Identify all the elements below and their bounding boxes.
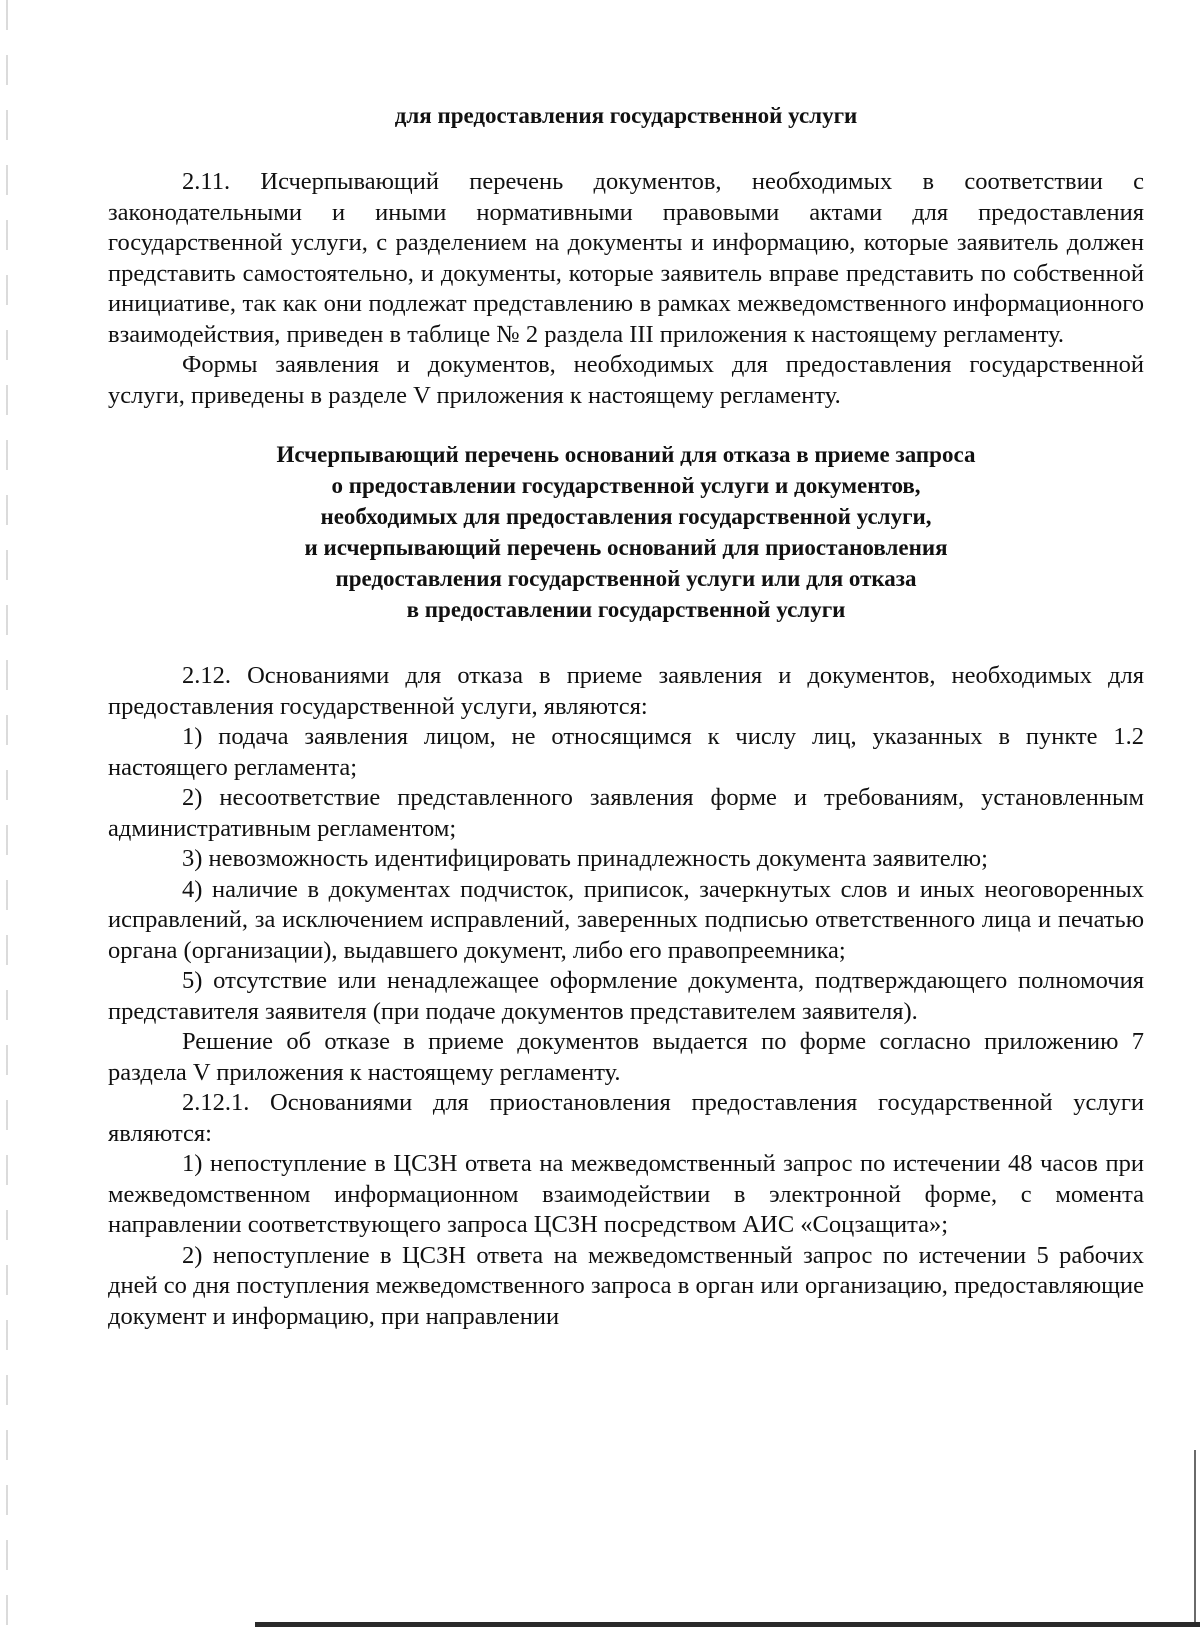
section-2-11 [108,167,1144,411]
list-item: 2) несоответствие представленного заявления форме и требованиям, установленным административным регламентом; [108,784,1144,842]
section-heading-top: для предоставления государственной услуги [394,103,858,128]
section-2-12-1 [108,1088,1144,1332]
list-item: 5) отсутствие или ненадлежащее оформление документа, подтверждающего полномочия представителя заявителя (при подаче документов представителем заявителя). [108,967,1144,1025]
paragraph-2-12-1-intro: 2.12.1. Основаниями для приостановления предоставления государственной услуги являются: [108,1089,1144,1147]
heading-line: и исчерпывающий перечень оснований для приостановления [304,535,948,560]
scan-left-edge-marks [6,0,8,1627]
heading-line: о предоставлении государственной услуги и документов, [331,473,921,498]
section-heading-refusal [108,439,1144,625]
heading-line: предоставления государственной услуги или для отказа [335,566,917,591]
paragraph-2-11: 2.11. Исчерпывающий перечень документов, необходимых в соответствии с законодательными и иными нормативными правовыми актами для предоставления государственной услуги, с разделением на документы и информацию, которые заявитель должен представить самостоятельно, и документы, которые заявитель вправе представить по собственной инициативе, так как они подлежат представлению в рамках межведомственного информационного взаимодействия, приведен в таблице № 2 раздела III приложения к настоящему регламенту. [108,168,1144,348]
scan-right-edge-mark [1194,1450,1196,1627]
heading-line: в предоставлении государственной услуги [406,597,846,622]
heading-line: необходимых для предоставления государственной услуги, [320,504,932,529]
paragraph-2-12-intro: 2.12. Основаниями для отказа в приеме заявления и документов, необходимых для предоставления государственной услуги, являются: [108,662,1144,720]
list-item: 1) подача заявления лицом, не относящимся к числу лиц, указанных в пункте 1.2 настоящего регламента; [108,723,1144,781]
list-item: 2) непоступление в ЦСЗН ответа на межведомственный запрос по истечении 5 рабочих дней со дня поступления межведомственного запроса в орган или организацию, предоставляющие документ и информацию, при направлении [108,1241,1144,1330]
paragraph-refusal-decision: Решение об отказе в приеме документов выдается по форме согласно приложению 7 раздела V приложения к настоящему регламенту. [108,1028,1144,1086]
paragraph-forms: Формы заявления и документов, необходимых для предоставления государственной услуги, приведены в разделе V приложения к настоящему регламенту. [108,351,1144,409]
scan-bottom-edge [255,1622,1200,1627]
document-page [108,100,1144,1332]
list-item: 3) невозможность идентифицировать принадлежность документа заявителю; [182,845,988,872]
section-2-12 [108,661,1144,1088]
list-item: 4) наличие в документах подчисток, приписок, зачеркнутых слов и иных неоговоренных исправлений, за исключением исправлений, заверенных подписью ответственного лица и печатью органа (организации), выдавшего документ, либо его правопреемника; [108,875,1144,964]
heading-line: Исчерпывающий перечень оснований для отказа в приеме запроса [276,442,976,467]
list-item: 1) непоступление в ЦСЗН ответа на межведомственный запрос по истечении 48 часов при межведомственном информационном взаимодействии в электронной форме, с момента направлении соответствующего запроса ЦСЗН посредством АИС «Соцзащита»; [108,1150,1144,1238]
